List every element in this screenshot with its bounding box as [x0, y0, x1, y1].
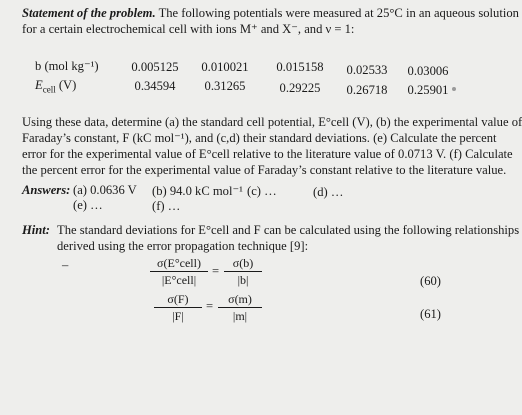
- eq60-right-denominator: |b|: [237, 273, 249, 287]
- answer-f: (f) …: [152, 199, 181, 213]
- eq61-equals: =: [206, 299, 214, 313]
- statement-line-2: for a certain electrochemical cell with ions M⁺ and X⁻, and ν = 1:: [22, 22, 355, 36]
- eq61-right-denominator: |m|: [232, 309, 248, 323]
- eq61-number: (61): [420, 307, 441, 321]
- table-cell: 0.25901: [407, 83, 449, 97]
- hint-line-2: derived using the error propagation technique [9]:: [57, 239, 309, 253]
- table-cell: 0.005125: [131, 60, 179, 74]
- statement-title: Statement of the problem.: [22, 6, 156, 20]
- row-label-ecell: $E_{cell}$ (V): [35, 78, 77, 95]
- body-line-2: Faraday’s constant, F (kC mol⁻¹), and (c,d) their standard deviations. (e) Calculate the percent: [22, 131, 497, 145]
- answer-c: (c) …: [247, 184, 277, 198]
- table-cell: 0.26718: [346, 83, 388, 97]
- table-cell: 0.015158: [276, 60, 324, 74]
- answer-d: (d) …: [313, 185, 344, 199]
- eq60-left-denominator: |E°cell|: [161, 273, 197, 287]
- table-cell: 0.31265: [204, 79, 246, 93]
- answer-a: (a) 0.0636 V: [73, 183, 137, 197]
- eq60-right-fraction: [224, 256, 262, 287]
- statement-text: The following potentials were measured at 25°C in an aqueous solution: [158, 6, 519, 20]
- eq60-left-numerator: σ(E°cell): [157, 256, 201, 270]
- body-line-1: Using these data, determine (a) the standard cell potential, E°cell (V), (b) the experimental value of: [22, 115, 522, 129]
- eq60-right-numerator: σ(b): [232, 256, 254, 270]
- hint-line-1: The standard deviations for E°cell and F can be calculated using the following relationships: [57, 223, 520, 237]
- answers-label: Answers:: [22, 183, 71, 197]
- hint-label: Hint:: [22, 223, 50, 237]
- table-cell: 0.02533: [346, 63, 388, 77]
- bullet-dot-icon: [452, 87, 456, 91]
- table-cell: 0.29225: [279, 81, 321, 95]
- table-cell: 0.34594: [134, 79, 176, 93]
- row-label-molality: b (mol kg⁻¹): [35, 59, 99, 73]
- eq61-left-denominator: |F|: [172, 309, 184, 323]
- table-cell: 0.03006: [407, 64, 449, 78]
- statement-line-1: [22, 6, 519, 22]
- table-cell: 0.010021: [201, 60, 249, 74]
- answer-b: (b) 94.0 kC mol⁻¹: [152, 184, 243, 198]
- hint-dash: –: [62, 258, 69, 272]
- eq60-equals: =: [212, 264, 220, 278]
- eq61-left-numerator: σ(F): [167, 292, 189, 306]
- answer-e: (e) …: [73, 198, 103, 212]
- eq60-left-fraction: [150, 256, 208, 287]
- body-line-4: the percent error for the experimental value of Faraday’s constant relative to the literature value.: [22, 163, 507, 177]
- body-line-3: error for the experimental value of E°cell relative to the literature value of 0.0713 V. (f) Calculate: [22, 147, 513, 161]
- eq61-right-numerator: σ(m): [228, 292, 252, 306]
- eq60-number: (60): [420, 274, 441, 288]
- eq61-left-fraction: [154, 292, 202, 323]
- eq61-right-fraction: [218, 292, 262, 323]
